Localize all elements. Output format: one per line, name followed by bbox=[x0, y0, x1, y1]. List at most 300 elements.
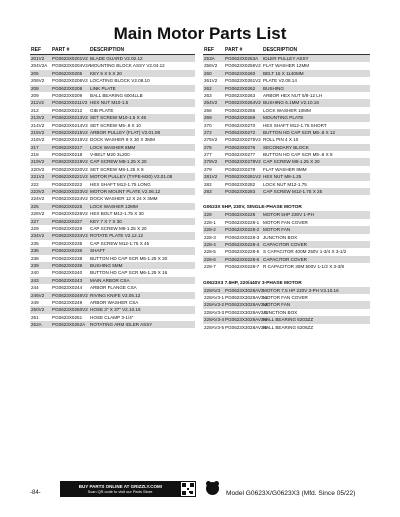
ref-cell: 266 bbox=[204, 107, 212, 113]
part-number-cell: PG0623X0208 bbox=[52, 85, 83, 91]
part-number-cell: PG0623X3028AV3-1 bbox=[225, 294, 268, 300]
part-number-cell: PG0623X0238 bbox=[52, 255, 83, 261]
part-number-cell: PG0623X0228-2 bbox=[225, 227, 260, 233]
table-row bbox=[203, 92, 370, 99]
part-number-cell: PG0623X0221V2 bbox=[52, 174, 88, 180]
ref-cell: 213V2 bbox=[31, 115, 45, 121]
description-cell: SHAFT bbox=[90, 248, 106, 254]
part-number-cell: PG0623X0201V2 bbox=[52, 56, 88, 61]
table-row bbox=[203, 226, 370, 233]
table-row bbox=[30, 262, 195, 269]
description-cell: ARBOR FLANGE CSA bbox=[90, 285, 137, 291]
ref-cell: 264V2 bbox=[204, 100, 218, 106]
table-row bbox=[30, 314, 195, 321]
part-number-cell: PG0623X0228-5 bbox=[225, 249, 260, 255]
description-cell: LINK PLATE bbox=[90, 85, 116, 91]
ref-cell: 276 bbox=[204, 144, 212, 150]
table-row bbox=[203, 248, 370, 255]
table-row bbox=[203, 181, 370, 188]
ref-cell: 239 bbox=[31, 262, 39, 268]
table-row bbox=[30, 92, 195, 99]
ref-cell: 260 bbox=[204, 70, 212, 76]
part-number-cell: PG0623X0228-6 bbox=[225, 256, 260, 262]
header-description: DESCRIPTION bbox=[90, 47, 125, 53]
table-row bbox=[30, 240, 195, 247]
part-number-cell: PG0623X3028AV3-5 bbox=[225, 324, 268, 330]
qr-code-icon[interactable] bbox=[181, 482, 195, 496]
part-number-cell: PG0623X0223V2 bbox=[52, 189, 88, 195]
description-cell: MOUNTING PLATE bbox=[263, 115, 304, 121]
description-cell: BUTTON HD CAP SCR M6-1.25 X 20 bbox=[90, 255, 168, 261]
part-number-cell: PG0623X0228-1 bbox=[225, 219, 260, 225]
part-number-cell: PG0623X0263 bbox=[225, 92, 256, 98]
model-label: Model G0623X/G0623X3 (Mfd. Since 05/22) bbox=[226, 490, 356, 497]
part-number-cell: PG0623X0204V2A bbox=[52, 63, 91, 69]
description-cell: BUSHING 6.1MM V2.10.16 bbox=[263, 100, 319, 106]
table-row bbox=[30, 299, 195, 306]
table-row bbox=[30, 158, 195, 165]
ref-cell: 228-7 bbox=[204, 264, 216, 270]
parts-table-right bbox=[203, 47, 370, 331]
ref-cell: 228-3 bbox=[204, 234, 216, 240]
ref-cell: 219V2 bbox=[31, 159, 45, 165]
part-number-cell: PG0623X0283 bbox=[225, 189, 256, 195]
table-row bbox=[203, 99, 370, 106]
description-cell: R CAPACITOR 30M 500V 1-1/2 X 3-3/8 bbox=[263, 264, 345, 270]
description-cell: LOCK WASHER 8MM bbox=[90, 144, 136, 150]
description-cell: HEX SHAFT M12-1.75 LONG bbox=[90, 181, 151, 187]
ref-cell: 270 bbox=[204, 122, 212, 128]
part-number-cell: PG0623X0277 bbox=[225, 152, 256, 158]
table-row bbox=[30, 218, 195, 225]
section-title-7-5hp-motor: G0623X3 7.5HP, 220/440V 3-PHASE MOTOR bbox=[203, 280, 302, 286]
ref-cell: 261V2 bbox=[204, 78, 218, 84]
part-number-cell: PG0623X3028AV3-2 bbox=[225, 302, 268, 308]
description-cell: MOTOR MOUNT PLATE V2.06.12 bbox=[90, 189, 161, 195]
table-row bbox=[30, 232, 195, 239]
table-row bbox=[30, 269, 195, 276]
table-row bbox=[203, 62, 370, 69]
description-cell: BUTTON HD CAP SCR M5-.8 X 8 bbox=[263, 152, 333, 158]
description-cell: BELT 15 X 1140MM bbox=[263, 70, 304, 76]
description-cell: MOTOR FAN COVER bbox=[263, 294, 308, 300]
ref-cell: 277 bbox=[204, 152, 212, 158]
promo-text bbox=[60, 484, 181, 494]
ref-cell: 228AV3-2 bbox=[204, 302, 225, 308]
description-cell: ROLL PIN 4 X 10 bbox=[263, 137, 299, 143]
table-row bbox=[203, 107, 370, 114]
part-number-cell: PG0623X0224V2 bbox=[52, 196, 88, 202]
part-number-cell: PG0623X0240 bbox=[52, 270, 83, 276]
page-footer bbox=[0, 478, 400, 502]
section-rows-7-5hp-motor bbox=[203, 287, 370, 331]
description-cell: SECONDARY BLOCK bbox=[263, 144, 309, 150]
description-cell: MOTOR PULLEY (TYPE-M20) V2.01.08 bbox=[90, 174, 173, 180]
part-number-cell: PG0623X0235 bbox=[52, 240, 83, 246]
table-row bbox=[30, 247, 195, 254]
ref-cell: 279 bbox=[204, 166, 212, 172]
description-cell: HEX BOLT M12-1.75 X 30 bbox=[90, 211, 144, 217]
table-header bbox=[203, 47, 370, 55]
ref-cell: 235 bbox=[31, 240, 39, 246]
ref-cell: 246V2 bbox=[31, 292, 45, 298]
description-cell: RIVING KNIFE V2.05.12 bbox=[90, 292, 141, 298]
part-number-cell: PG0623X0266 bbox=[225, 107, 256, 113]
description-cell: BUSHING 5MM bbox=[90, 262, 123, 268]
description-cell: BALL BEARING 6004LLB bbox=[90, 92, 143, 98]
part-number-cell: PG0623X0228-7 bbox=[225, 264, 260, 270]
part-number-cell: PG0623X0228-3 bbox=[225, 234, 260, 240]
description-cell: HOSE CLAMP 3-1/4" bbox=[90, 314, 134, 320]
ref-cell: 209 bbox=[31, 92, 39, 98]
table-row bbox=[30, 195, 195, 202]
ref-cell: 228-1 bbox=[204, 219, 216, 225]
table-row bbox=[30, 144, 195, 151]
ref-cell: 229 bbox=[31, 225, 39, 231]
ref-cell: 272 bbox=[204, 129, 212, 135]
description-cell: ROTATE PLATE V2.12.12 bbox=[90, 233, 144, 239]
ref-cell: 212 bbox=[31, 107, 39, 113]
ref-cell: 249 bbox=[31, 299, 39, 305]
grizzly-bear-logo-icon bbox=[206, 482, 219, 495]
part-number-cell: PG0623X0275V2 bbox=[225, 137, 261, 143]
table-row bbox=[203, 151, 370, 158]
part-number-cell: PG0623X0272 bbox=[225, 129, 256, 135]
page-number: -84- bbox=[30, 490, 41, 496]
part-number-cell: PG0623X0212 bbox=[52, 107, 83, 113]
part-number-cell: PG0623X0220V2 bbox=[52, 166, 88, 172]
table-row bbox=[30, 70, 195, 77]
table-row bbox=[30, 255, 195, 262]
description-cell: PLATE V2.08.14 bbox=[263, 78, 297, 84]
part-number-cell: PG0623X0225 bbox=[52, 203, 83, 209]
table-row bbox=[30, 306, 195, 313]
right-rows bbox=[203, 55, 370, 195]
header-ref: REF bbox=[31, 47, 41, 53]
ref-cell: 214V2 bbox=[31, 122, 45, 128]
parts-table-left bbox=[30, 47, 195, 328]
description-cell: MOTOR FAN bbox=[263, 227, 291, 233]
part-number-cell: PG0623X0243 bbox=[52, 277, 83, 283]
ref-cell: 228 bbox=[204, 212, 212, 218]
ref-cell: 220V2 bbox=[31, 166, 45, 172]
header-part: PART # bbox=[225, 47, 243, 53]
part-number-cell: PG0623X0282 bbox=[225, 181, 256, 187]
description-cell: MOTOR FAN COVER bbox=[263, 219, 308, 225]
part-number-cell: PG0623X0281V2 bbox=[225, 174, 261, 180]
ref-cell: 225 bbox=[31, 203, 39, 209]
part-number-cell: PG0623X0269 bbox=[225, 115, 256, 121]
part-number-cell: PG0623X0246V2 bbox=[52, 292, 88, 298]
header-part: PART # bbox=[52, 47, 70, 53]
table-row bbox=[203, 316, 370, 323]
description-cell: JUNCTION BOX bbox=[263, 234, 298, 240]
ref-cell: 228-4 bbox=[204, 241, 216, 247]
table-row bbox=[30, 55, 195, 62]
description-cell: ARBOR WASHER CSA bbox=[90, 299, 139, 305]
table-row bbox=[30, 284, 195, 291]
part-number-cell: PG0623X0218 bbox=[52, 152, 83, 158]
ref-cell: 253A bbox=[204, 56, 215, 61]
description-cell: SET SCREW M8-1.25 X 8 bbox=[90, 166, 144, 172]
ref-cell: 223V2 bbox=[31, 189, 45, 195]
description-cell: HOSE 3" X 37" V2.10.16 bbox=[90, 307, 141, 313]
part-number-cell: PG0623X0236 bbox=[52, 248, 83, 254]
table-row bbox=[203, 301, 370, 308]
ref-cell: 275V2 bbox=[204, 137, 218, 143]
part-number-cell: PG0623X0249 bbox=[52, 299, 83, 305]
description-cell: SET SCREW M5-.8 X 10 bbox=[90, 122, 141, 128]
ref-cell: 205 bbox=[31, 70, 39, 76]
description-cell: KEY 7 X 7 X 30 bbox=[90, 218, 122, 224]
header-ref: REF bbox=[204, 47, 214, 53]
part-number-cell: PG0623X0217 bbox=[52, 144, 83, 150]
description-cell: MOTOR 5HP 230V 1-PH bbox=[263, 212, 314, 218]
description-cell: JUNCTION BOX bbox=[263, 309, 298, 315]
ref-cell: 216V2 bbox=[31, 137, 45, 143]
part-number-cell: PG0623X3028AV3 bbox=[225, 287, 264, 293]
part-number-cell: PG0623X0251 bbox=[52, 314, 83, 320]
description-cell: HEX NUT M10-1.5 bbox=[90, 100, 129, 106]
table-row bbox=[203, 241, 370, 248]
part-number-cell: PG0623X0279 bbox=[225, 166, 256, 172]
table-row bbox=[203, 324, 370, 331]
table-row bbox=[30, 107, 195, 114]
ref-cell: 221V2 bbox=[31, 174, 45, 180]
parts-store-banner[interactable] bbox=[60, 481, 196, 497]
ref-cell: 250V2 bbox=[31, 307, 45, 313]
description-cell: BUTTON HD CAP SCR M5-.8 X 12 bbox=[263, 129, 336, 135]
description-cell: CAP SCREW M8-1.25 X 20 bbox=[263, 159, 320, 165]
description-cell: BALL BEARING 6203ZZ bbox=[263, 317, 314, 323]
ref-cell: 222 bbox=[31, 181, 39, 187]
table-row bbox=[203, 122, 370, 129]
table-row bbox=[203, 188, 370, 195]
description-cell: FLAT WASHER 8MM bbox=[263, 166, 307, 172]
table-row bbox=[30, 173, 195, 180]
ref-cell: 201V2 bbox=[31, 56, 45, 61]
description-cell: ARBOR PULLEY (FLAT) V2.01.08 bbox=[90, 129, 161, 135]
table-row bbox=[203, 219, 370, 226]
ref-cell: 217 bbox=[31, 144, 39, 150]
description-cell: IDLER PULLEY ASSY bbox=[263, 56, 309, 61]
ref-cell: 206V2 bbox=[31, 78, 45, 84]
table-row bbox=[30, 181, 195, 188]
part-number-cell: PG0623X0244 bbox=[52, 285, 83, 291]
ref-cell: 226V2 bbox=[31, 211, 45, 217]
table-row bbox=[203, 294, 370, 301]
description-cell: V-BELT M20 3L200 bbox=[90, 152, 130, 158]
part-number-cell: PG0623X0228 bbox=[225, 212, 256, 218]
description-cell: LOCK WASHER 10MM bbox=[263, 107, 311, 113]
left-rows bbox=[30, 55, 195, 328]
table-row bbox=[30, 203, 195, 210]
ref-cell: 228AV3-1 bbox=[204, 294, 225, 300]
description-cell: MOTOR 7.5 HP 220V 3-PH V3.10.16 bbox=[263, 287, 339, 293]
part-number-cell: PG0623X0270 bbox=[225, 122, 256, 128]
description-cell: MOUNTING BLOCK ASSY V2.04.12 bbox=[90, 63, 165, 69]
table-row bbox=[203, 287, 370, 294]
table-row bbox=[30, 136, 195, 143]
description-cell: CAPACITOR COVER bbox=[263, 241, 307, 247]
ref-cell: 238 bbox=[31, 255, 39, 261]
ref-cell: 228-2 bbox=[204, 227, 216, 233]
description-cell: CAP SCREW M12-1.75 X 25 bbox=[263, 189, 323, 195]
part-number-cell: PG0623X0206V2 bbox=[52, 78, 88, 84]
table-row bbox=[30, 129, 195, 136]
table-row bbox=[30, 62, 195, 69]
part-number-cell: PG0623X0264V2 bbox=[225, 100, 261, 106]
section-title-5hp-motor: G0623X 5HP, 230V, SINGLE-PHASE MOTOR bbox=[203, 205, 302, 211]
part-number-cell: PG0623X0260 bbox=[225, 70, 256, 76]
description-cell: CAP SCREW M8-1.25 X 20 bbox=[90, 159, 147, 165]
header-description: DESCRIPTION bbox=[263, 47, 298, 53]
table-row bbox=[203, 173, 370, 180]
description-cell: HEX NUT M8-1.25 bbox=[263, 174, 302, 180]
table-row bbox=[203, 234, 370, 241]
part-number-cell: PG0623X0227 bbox=[52, 218, 83, 224]
description-cell: ARBOR HEX NUT 5/8-12 LH bbox=[263, 92, 323, 98]
table-header bbox=[30, 47, 195, 55]
table-row bbox=[30, 85, 195, 92]
part-number-cell: PG0623X0216V2 bbox=[52, 137, 88, 143]
part-number-cell: PG0623X0205 bbox=[52, 70, 83, 76]
part-number-cell: PG0623X0262 bbox=[225, 85, 256, 91]
part-number-cell: PG0623X0209 bbox=[52, 92, 83, 98]
description-cell: CAP SCREW M8-1.25 X 20 bbox=[90, 225, 147, 231]
table-row bbox=[30, 210, 195, 217]
part-number-cell: PG0623X0228-4 bbox=[225, 241, 260, 247]
description-cell: FLAT WASHER 12MM bbox=[263, 63, 310, 69]
page-title: Main Motor Parts List bbox=[113, 24, 287, 43]
part-number-cell: PG0623X0222 bbox=[52, 181, 83, 187]
description-cell: LOCK NUT M12-1.75 bbox=[263, 181, 307, 187]
table-row bbox=[203, 136, 370, 143]
table-row bbox=[30, 225, 195, 232]
ref-cell: 278V2 bbox=[204, 159, 218, 165]
description-cell: CAPACITOR COVER bbox=[263, 256, 307, 262]
description-cell: HEX SHAFT M12-1.75 SHORT bbox=[263, 122, 327, 128]
ref-cell: 228-6 bbox=[204, 256, 216, 262]
description-cell: CAP SCREW M12-1.75 X 45 bbox=[90, 240, 150, 246]
description-cell: BUSHING bbox=[263, 85, 284, 91]
ref-cell: 262 bbox=[204, 85, 212, 91]
description-cell: DOCK WASHER 8 X 30 X 3MM bbox=[90, 137, 155, 143]
ref-cell: 211V2 bbox=[31, 100, 44, 106]
ref-cell: 227 bbox=[31, 218, 39, 224]
table-row bbox=[30, 122, 195, 129]
part-number-cell: PG0623X3028AV3-3 bbox=[225, 309, 268, 315]
description-cell: DOCK WASHER 12 X 24 X 3MM bbox=[90, 196, 158, 202]
ref-cell: 243 bbox=[31, 277, 39, 283]
table-row bbox=[203, 263, 370, 270]
part-number-cell: PG0623X0234V2 bbox=[52, 233, 88, 239]
table-row bbox=[203, 211, 370, 218]
part-number-cell: PG0623X0261V2 bbox=[225, 78, 261, 84]
ref-cell: 256V2 bbox=[204, 63, 218, 69]
description-cell: GIB PLATE bbox=[90, 107, 114, 113]
ref-cell: 269 bbox=[204, 115, 212, 121]
table-row bbox=[203, 166, 370, 173]
ref-cell: 283 bbox=[204, 189, 212, 195]
ref-cell: 251 bbox=[31, 314, 39, 320]
part-number-cell: PG0623X0219V2 bbox=[52, 159, 88, 165]
part-number-cell: PG0623X0211V2 bbox=[52, 100, 88, 106]
ref-cell: 228AV3-4 bbox=[204, 317, 225, 323]
ref-cell: 228AV3-5 bbox=[204, 324, 225, 330]
part-number-cell: PG0623X0276 bbox=[225, 144, 256, 150]
part-number-cell: PG0623X0214V2 bbox=[52, 122, 88, 128]
description-cell: BALL BEARING 6206ZZ bbox=[263, 324, 314, 330]
table-row bbox=[203, 144, 370, 151]
table-row bbox=[30, 321, 195, 328]
table-row bbox=[30, 292, 195, 299]
ref-cell: 252A bbox=[31, 322, 42, 328]
ref-cell: 244 bbox=[31, 285, 39, 291]
section-rows-5hp-motor bbox=[203, 211, 370, 270]
part-number-cell: PG0623X0239 bbox=[52, 262, 83, 268]
table-row bbox=[30, 277, 195, 284]
part-number-cell: PG0623X0226V2 bbox=[52, 211, 88, 217]
part-number-cell: PG0623X3028AV3-4 bbox=[225, 317, 268, 323]
description-cell: KEY 5 X 5 X 20 bbox=[90, 70, 122, 76]
ref-cell: 228-5 bbox=[204, 249, 216, 255]
part-number-cell: PG0623X0256V2 bbox=[225, 63, 261, 69]
table-row bbox=[203, 158, 370, 165]
part-number-cell: PG0623X0278V2 bbox=[225, 159, 261, 165]
description-cell: BUTTON HD CAP SCR M6-1.25 X 16 bbox=[90, 270, 168, 276]
description-cell: BLADE GUARD V2.02.12 bbox=[90, 56, 143, 61]
ref-cell: 240 bbox=[31, 270, 39, 276]
ref-cell: 224V2 bbox=[31, 196, 45, 202]
ref-cell: 234V2 bbox=[31, 233, 45, 239]
ref-cell: 228AV3 bbox=[204, 287, 221, 293]
table-row bbox=[203, 309, 370, 316]
table-row bbox=[203, 256, 370, 263]
table-row bbox=[203, 85, 370, 92]
ref-cell: 281V2 bbox=[204, 174, 218, 180]
table-row bbox=[203, 55, 370, 62]
description-cell: ROTATING ARM IDLER ASSY bbox=[90, 322, 153, 328]
description-cell: S CAPACITOR 400M 250V 1-3/4 X 3-1/2 bbox=[263, 249, 347, 255]
table-row bbox=[203, 114, 370, 121]
ref-cell: 263 bbox=[204, 92, 212, 98]
ref-cell: 215V2 bbox=[31, 129, 45, 135]
part-number-cell: PG0623X0253A bbox=[225, 56, 259, 61]
description-cell: MOTOR FAN bbox=[263, 302, 291, 308]
table-row bbox=[203, 70, 370, 77]
ref-cell: 228AV3-3 bbox=[204, 309, 225, 315]
ref-cell: 282 bbox=[204, 181, 212, 187]
table-row bbox=[30, 188, 195, 195]
table-row bbox=[30, 166, 195, 173]
part-number-cell: PG0623X0229 bbox=[52, 225, 83, 231]
ref-cell: 204V2A bbox=[31, 63, 48, 69]
part-number-cell: PG0623X0252A bbox=[52, 322, 86, 328]
part-number-cell: PG0623X0215V2 bbox=[52, 129, 88, 135]
promo-subline: Scan QR code to visit our Parts Store. bbox=[87, 489, 154, 494]
ref-cell: 218 bbox=[31, 152, 39, 158]
part-number-cell: PG0623X0213V2 bbox=[52, 115, 88, 121]
ref-cell: 208 bbox=[31, 85, 39, 91]
table-row bbox=[30, 151, 195, 158]
table-row bbox=[203, 129, 370, 136]
description-cell: LOCK WASHER 12MM bbox=[90, 203, 138, 209]
description-cell: SET SCREW M10-1.5 X 45 bbox=[90, 115, 147, 121]
table-row bbox=[30, 77, 195, 84]
ref-cell: 236 bbox=[31, 248, 39, 254]
table-row bbox=[203, 77, 370, 84]
